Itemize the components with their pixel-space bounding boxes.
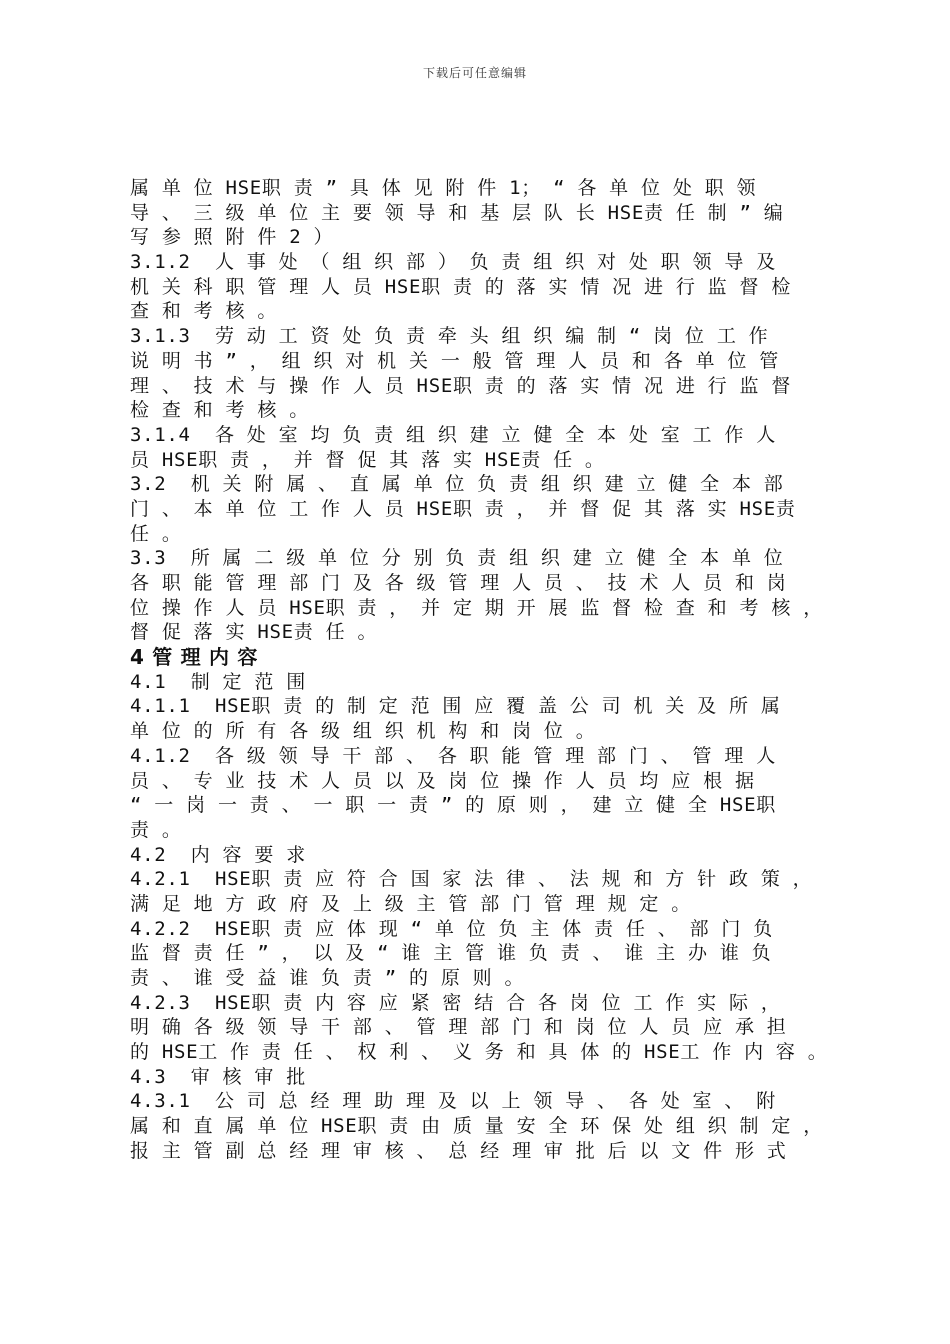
text-line: 督 促 落 实 HSE责 任 。 (130, 621, 378, 644)
text-line: 说 明 书 ” ， 组 织 对 机 关 一 般 管 理 人 员 和 各 单 位 管 (130, 349, 779, 372)
text-line: 报 主 管 副 总 经 理 审 核 、 总 经 理 审 批 后 以 文 件 形 式 (130, 1139, 787, 1162)
text-line: 员 HSE职 责 ， 并 督 促 其 落 实 HSE责 任 。 (130, 448, 605, 471)
clause-4-1-2: 4.1.2 各 级 领 导 干 部 、 各 职 能 管 理 部 门 、 管 理 人 (130, 744, 776, 767)
clause-3-2: 3.2 机 关 附 属 、 直 属 单 位 负 责 组 织 建 立 健 全 本 部 (130, 473, 784, 496)
text-line: 责 。 (130, 818, 182, 841)
text-line: 监 督 责 任 ” ， 以 及 “ 谁 主 管 谁 负 责 、 谁 主 办 谁 负 (130, 942, 772, 965)
document-body (130, 176, 842, 1164)
text-line: 明 确 各 级 领 导 干 部 、 管 理 部 门 和 岗 位 人 员 应 承 担 (130, 1016, 787, 1039)
text-line: 位 操 作 人 员 HSE职 责 ， 并 定 期 开 展 监 督 检 查 和 考 核 ， (130, 596, 823, 619)
text-line: 员 、 专 业 技 术 人 员 以 及 岗 位 操 作 人 员 均 应 根 据 (130, 769, 755, 792)
clause-3-3: 3.3 所 属 二 级 单 位 分 别 负 责 组 织 建 立 健 全 本 单 位 (130, 547, 784, 570)
text-line: 单 位 的 所 有 各 级 组 织 机 构 和 岗 位 。 (130, 720, 596, 743)
text-line: 属 和 直 属 单 位 HSE职 责 由 质 量 安 全 环 保 处 组 织 制 定 ， (130, 1115, 823, 1138)
text-line: 查 和 考 核 。 (130, 300, 278, 323)
text-line: 理 、 技 术 与 操 作 人 员 HSE职 责 的 落 实 情 况 进 行 监 督 (130, 374, 792, 397)
text-line: 责 、 谁 受 益 谁 负 责 ” 的 原 则 。 (130, 967, 525, 989)
subsection-heading-4-1: 4.1 制 定 范 围 (130, 670, 306, 693)
text-line: 导 、 三 级 单 位 主 要 领 导 和 基 层 队 长 HSE责 任 制 ” 编 (130, 201, 784, 224)
text-line: 任 。 (130, 522, 182, 545)
clause-4-2-1: 4.2.1 HSE职 责 应 符 合 国 家 法 律 、 法 规 和 方 针 政 策 ， (130, 868, 813, 891)
text-line: 写 参 照 附 件 2 ） (130, 226, 334, 249)
clause-3-1-3: 3.1.3 劳 动 工 资 处 负 责 牵 头 组 织 编 制 “ 岗 位 工 作 (130, 325, 769, 348)
subsection-heading-4-3: 4.3 审 核 审 批 (130, 1065, 306, 1088)
clause-3-1-2: 3.1.2 人 事 处 （ 组 织 部 ） 负 责 组 织 对 处 职 领 导 及 (130, 251, 776, 274)
clause-4-1-1: 4.1.1 HSE职 责 的 制 定 范 围 应 覆 盖 公 司 机 关 及 所 属 (130, 695, 781, 718)
subsection-heading-4-2: 4.2 内 容 要 求 (130, 843, 306, 866)
text-line: 机 关 科 职 管 理 人 员 HSE职 责 的 落 实 情 况 进 行 监 督 检 (130, 275, 792, 298)
text-line: 的 HSE工 作 责 任 、 权 利 、 义 务 和 具 体 的 HSE工 作 内 容 。 (130, 1041, 828, 1064)
text-line: 满 足 地 方 政 府 及 上 级 主 管 部 门 管 理 规 定 。 (130, 892, 691, 915)
text-line: “ 一 岗 一 责 、 一 职 一 责 ” 的 原 则 ， 建 立 健 全 HSE职 (130, 794, 776, 817)
page-header: 下载后可任意编辑 (422, 66, 527, 80)
clause-3-1-4: 3.1.4 各 处 室 均 负 责 组 织 建 立 健 全 本 处 室 工 作 人 (130, 423, 776, 446)
text-line: 属 单 位 HSE职 责 ” 具 体 见 附 件 1； “ 各 单 位 处 职 领 (130, 177, 757, 199)
clause-4-3-1: 4.3.1 公 司 总 经 理 助 理 及 以 上 领 导 、 各 处 室 、 附 (130, 1090, 776, 1113)
text-line: 门 、 本 单 位 工 作 人 员 HSE职 责 ， 并 督 促 其 落 实 HSE责 (130, 497, 796, 520)
clause-4-2-2: 4.2.2 HSE职 责 应 体 现 “ 单 位 负 主 体 责 任 、 部 门 负 (130, 917, 773, 940)
clause-4-2-3: 4.2.3 HSE职 责 内 容 应 紧 密 结 合 各 岗 位 工 作 实 际 ， (130, 991, 781, 1014)
text-line: 各 职 能 管 理 部 门 及 各 级 管 理 人 员 、 技 术 人 员 和 岗 (130, 572, 787, 594)
section-heading: 4 管 理 内 容 (130, 645, 259, 670)
text-line: 检 查 和 考 核 。 (130, 399, 309, 422)
